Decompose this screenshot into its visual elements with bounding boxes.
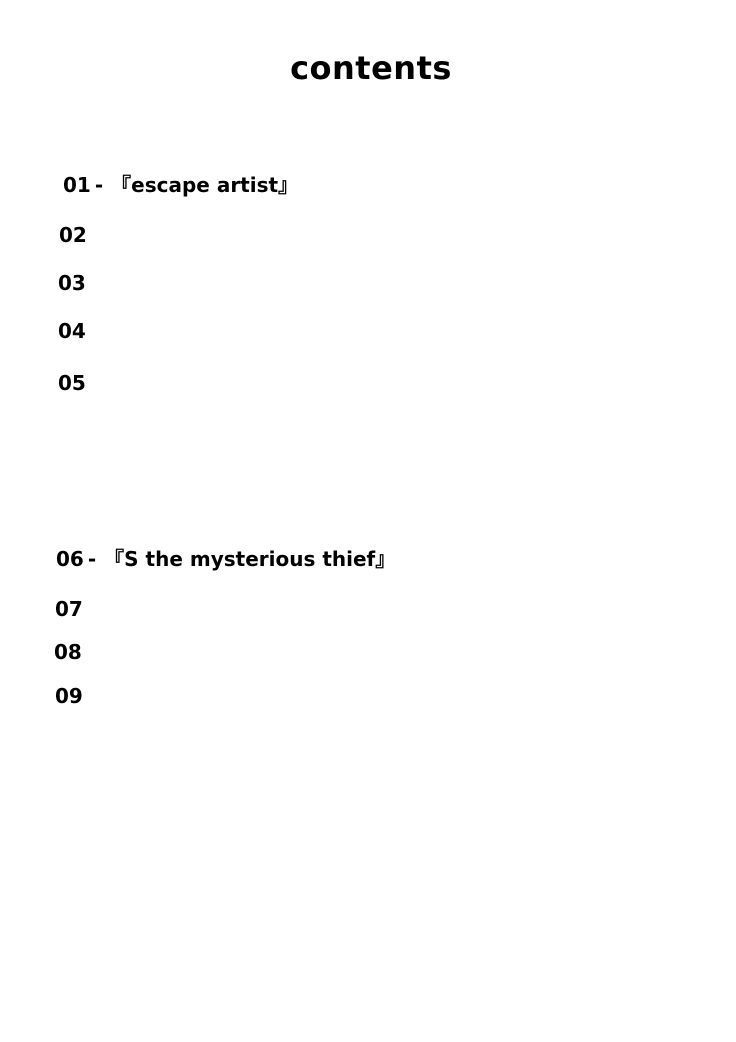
page-title: contents xyxy=(290,49,452,87)
entry-number: 05 xyxy=(58,371,86,395)
toc-entry-06 xyxy=(56,545,395,573)
entry-separator: - xyxy=(94,173,104,197)
toc-entry-01 xyxy=(63,171,298,199)
entry-number: 07 xyxy=(55,597,83,621)
chapter-title: 『S the mysterious thief』 xyxy=(104,547,396,571)
toc-entry-04 xyxy=(58,317,86,345)
entry-separator: - xyxy=(87,547,97,571)
entry-number: 08 xyxy=(54,640,82,664)
entry-number: 01 xyxy=(63,173,91,197)
toc-entry-08 xyxy=(54,638,82,666)
toc-entry-03 xyxy=(58,269,86,297)
entry-number: 04 xyxy=(58,319,86,343)
chapter-title: 『escape artist』 xyxy=(111,173,299,197)
entry-number: 02 xyxy=(59,223,87,247)
entry-number: 03 xyxy=(58,271,86,295)
entry-number: 09 xyxy=(55,684,83,708)
toc-entry-07 xyxy=(55,595,83,623)
entry-number: 06 xyxy=(56,547,84,571)
toc-entry-02 xyxy=(59,221,87,249)
toc-entry-09 xyxy=(55,682,83,710)
toc-entry-05 xyxy=(58,369,86,397)
